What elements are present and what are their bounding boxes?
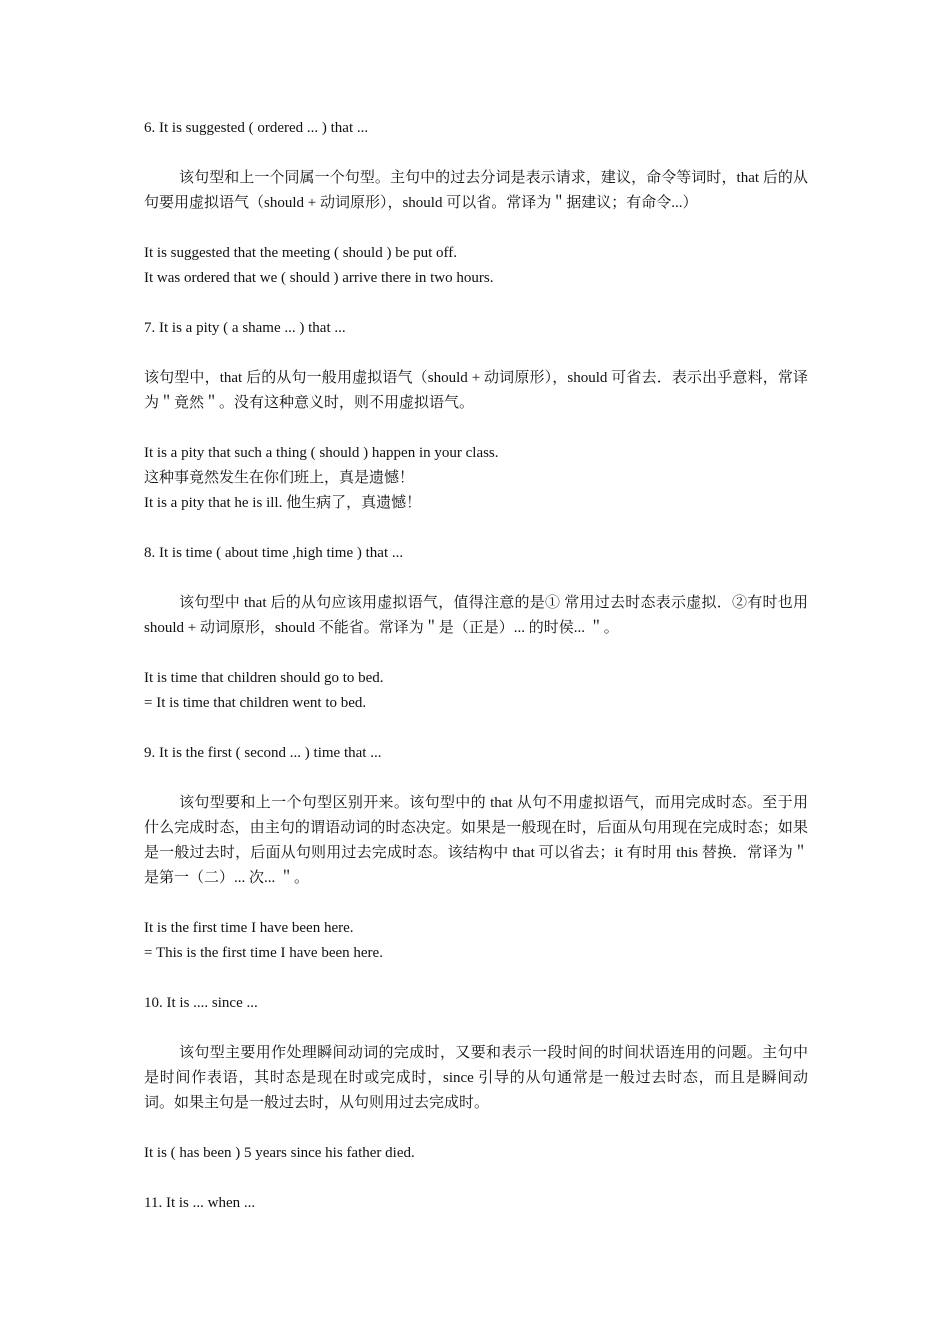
- section-explanation: 该句型主要用作处理瞬间动词的完成时，又要和表示一段时间的时间状语连用的问题。主句中是时间作表语，其时态是现在时或完成时，since 引导的从句通常是一般过去时态，而且是瞬间动词。如果主句是一般过去时，从句则用过去完成时。: [144, 1045, 808, 1111]
- example-sentence: It is the first time I have been here.: [144, 920, 354, 936]
- section-heading: 11. It is ... when ...: [144, 1195, 256, 1211]
- example-sentence: It is a pity that such a thing ( should ) happen in your class.: [144, 445, 499, 461]
- example-sentence: It is ( has been ) 5 years since his father died.: [144, 1145, 415, 1161]
- section-explanation: 该句型中，that 后的从句一般用虚拟语气（should + 动词原形），should 可省去．表示出乎意料，常译为＂竟然＂。没有这种意义时，则不用虚拟语气。: [144, 370, 808, 411]
- section-heading: 9. It is the first ( second ... ) time that ...: [144, 745, 382, 761]
- example-sentence: It was ordered that we ( should ) arrive there in two hours.: [144, 270, 494, 286]
- example-sentence: = This is the first time I have been here.: [144, 945, 383, 961]
- document-page: [144, 116, 808, 1216]
- section-heading: 10. It is .... since ...: [144, 995, 258, 1011]
- section-heading: 8. It is time ( about time ,high time ) that ...: [144, 545, 404, 561]
- example-sentence: It is time that children should go to bed.: [144, 670, 384, 686]
- example-sentence: It is suggested that the meeting ( should ) be put off.: [144, 245, 458, 261]
- section-heading: 6. It is suggested ( ordered ... ) that ...: [144, 120, 369, 136]
- example-sentence: It is a pity that he is ill. 他生病了，真遗憾！: [144, 495, 422, 511]
- example-sentence: = It is time that children went to bed.: [144, 695, 367, 711]
- section-explanation: 该句型和上一个同属一个句型。主句中的过去分词是表示请求，建议，命令等词时，that 后的从句要用虚拟语气（should + 动词原形），should 可以省。常译为＂据建议；有命令...）: [144, 170, 808, 211]
- section-explanation: 该句型中 that 后的从句应该用虚拟语气，值得注意的是① 常用过去时态表示虚拟．②有时也用 should + 动词原形，should 不能省。常译为＂是（正是）... 的时侯... ＂。: [144, 595, 808, 636]
- section-explanation: 该句型要和上一个句型区别开来。该句型中的 that 从句不用虚拟语气，而用完成时态。至于用什么完成时态，由主句的谓语动词的时态决定。如果是一般现在时，后面从句用现在完成时态；如果是一般过去时，后面从句则用过去完成时态。该结构中 that 可以省去；it 有时用 this 替换．常译为＂是第一（二）... 次... ＂。: [144, 795, 808, 886]
- section-heading: 7. It is a pity ( a shame ... ) that ...: [144, 320, 346, 336]
- example-translation: 这种事竟然发生在你们班上，真是遗憾！: [144, 470, 415, 486]
